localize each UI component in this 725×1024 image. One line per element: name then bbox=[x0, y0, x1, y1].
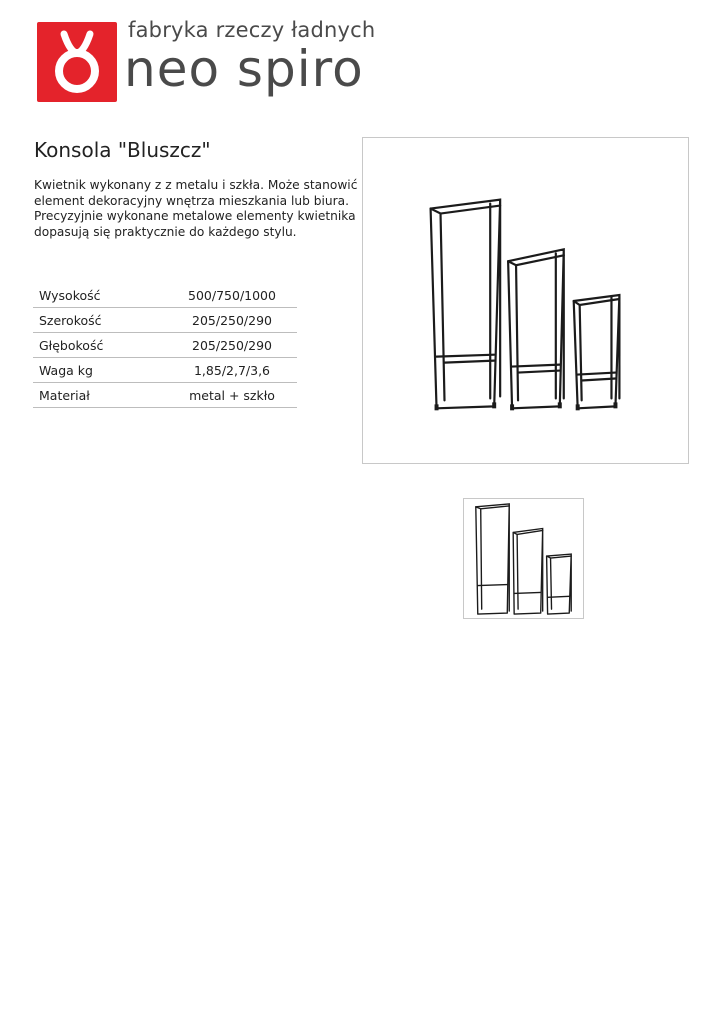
brand-tagline: fabryka rzeczy ładnych bbox=[128, 18, 376, 42]
table-row bbox=[33, 333, 297, 358]
spec-label: Głębokość bbox=[33, 333, 167, 358]
spec-value: 500/750/1000 bbox=[167, 283, 297, 308]
brand-logo bbox=[37, 22, 117, 102]
plant-stands-image bbox=[363, 138, 688, 463]
spec-value: 205/250/290 bbox=[167, 308, 297, 333]
spec-label: Waga kg bbox=[33, 358, 167, 383]
spec-label: Szerokość bbox=[33, 308, 167, 333]
product-photo-thumbnail[interactable] bbox=[463, 498, 584, 619]
plant-stands-thumbnail-image bbox=[464, 499, 583, 618]
spec-value: 1,85/2,7/3,6 bbox=[167, 358, 297, 383]
product-photo-main bbox=[362, 137, 689, 464]
table-row bbox=[33, 283, 297, 308]
specs-table bbox=[33, 283, 297, 408]
product-title: Konsola "Bluszcz" bbox=[34, 138, 211, 162]
apple-icon bbox=[37, 22, 117, 102]
spec-label: Materiał bbox=[33, 383, 167, 408]
spec-value: metal + szkło bbox=[167, 383, 297, 408]
table-row bbox=[33, 358, 297, 383]
table-row bbox=[33, 308, 297, 333]
brand-name: neo spiro bbox=[124, 40, 364, 98]
spec-label: Wysokość bbox=[33, 283, 167, 308]
table-row bbox=[33, 383, 297, 408]
spec-value: 205/250/290 bbox=[167, 333, 297, 358]
product-description: Kwietnik wykonany z z metalu i szkła. Może stanowić element dekoracyjny wnętrza mieszkania lub biura. Precyzyjnie wykonane metalowe elementy kwietnika dopasują się praktycznie do każdego stylu. bbox=[34, 178, 358, 239]
